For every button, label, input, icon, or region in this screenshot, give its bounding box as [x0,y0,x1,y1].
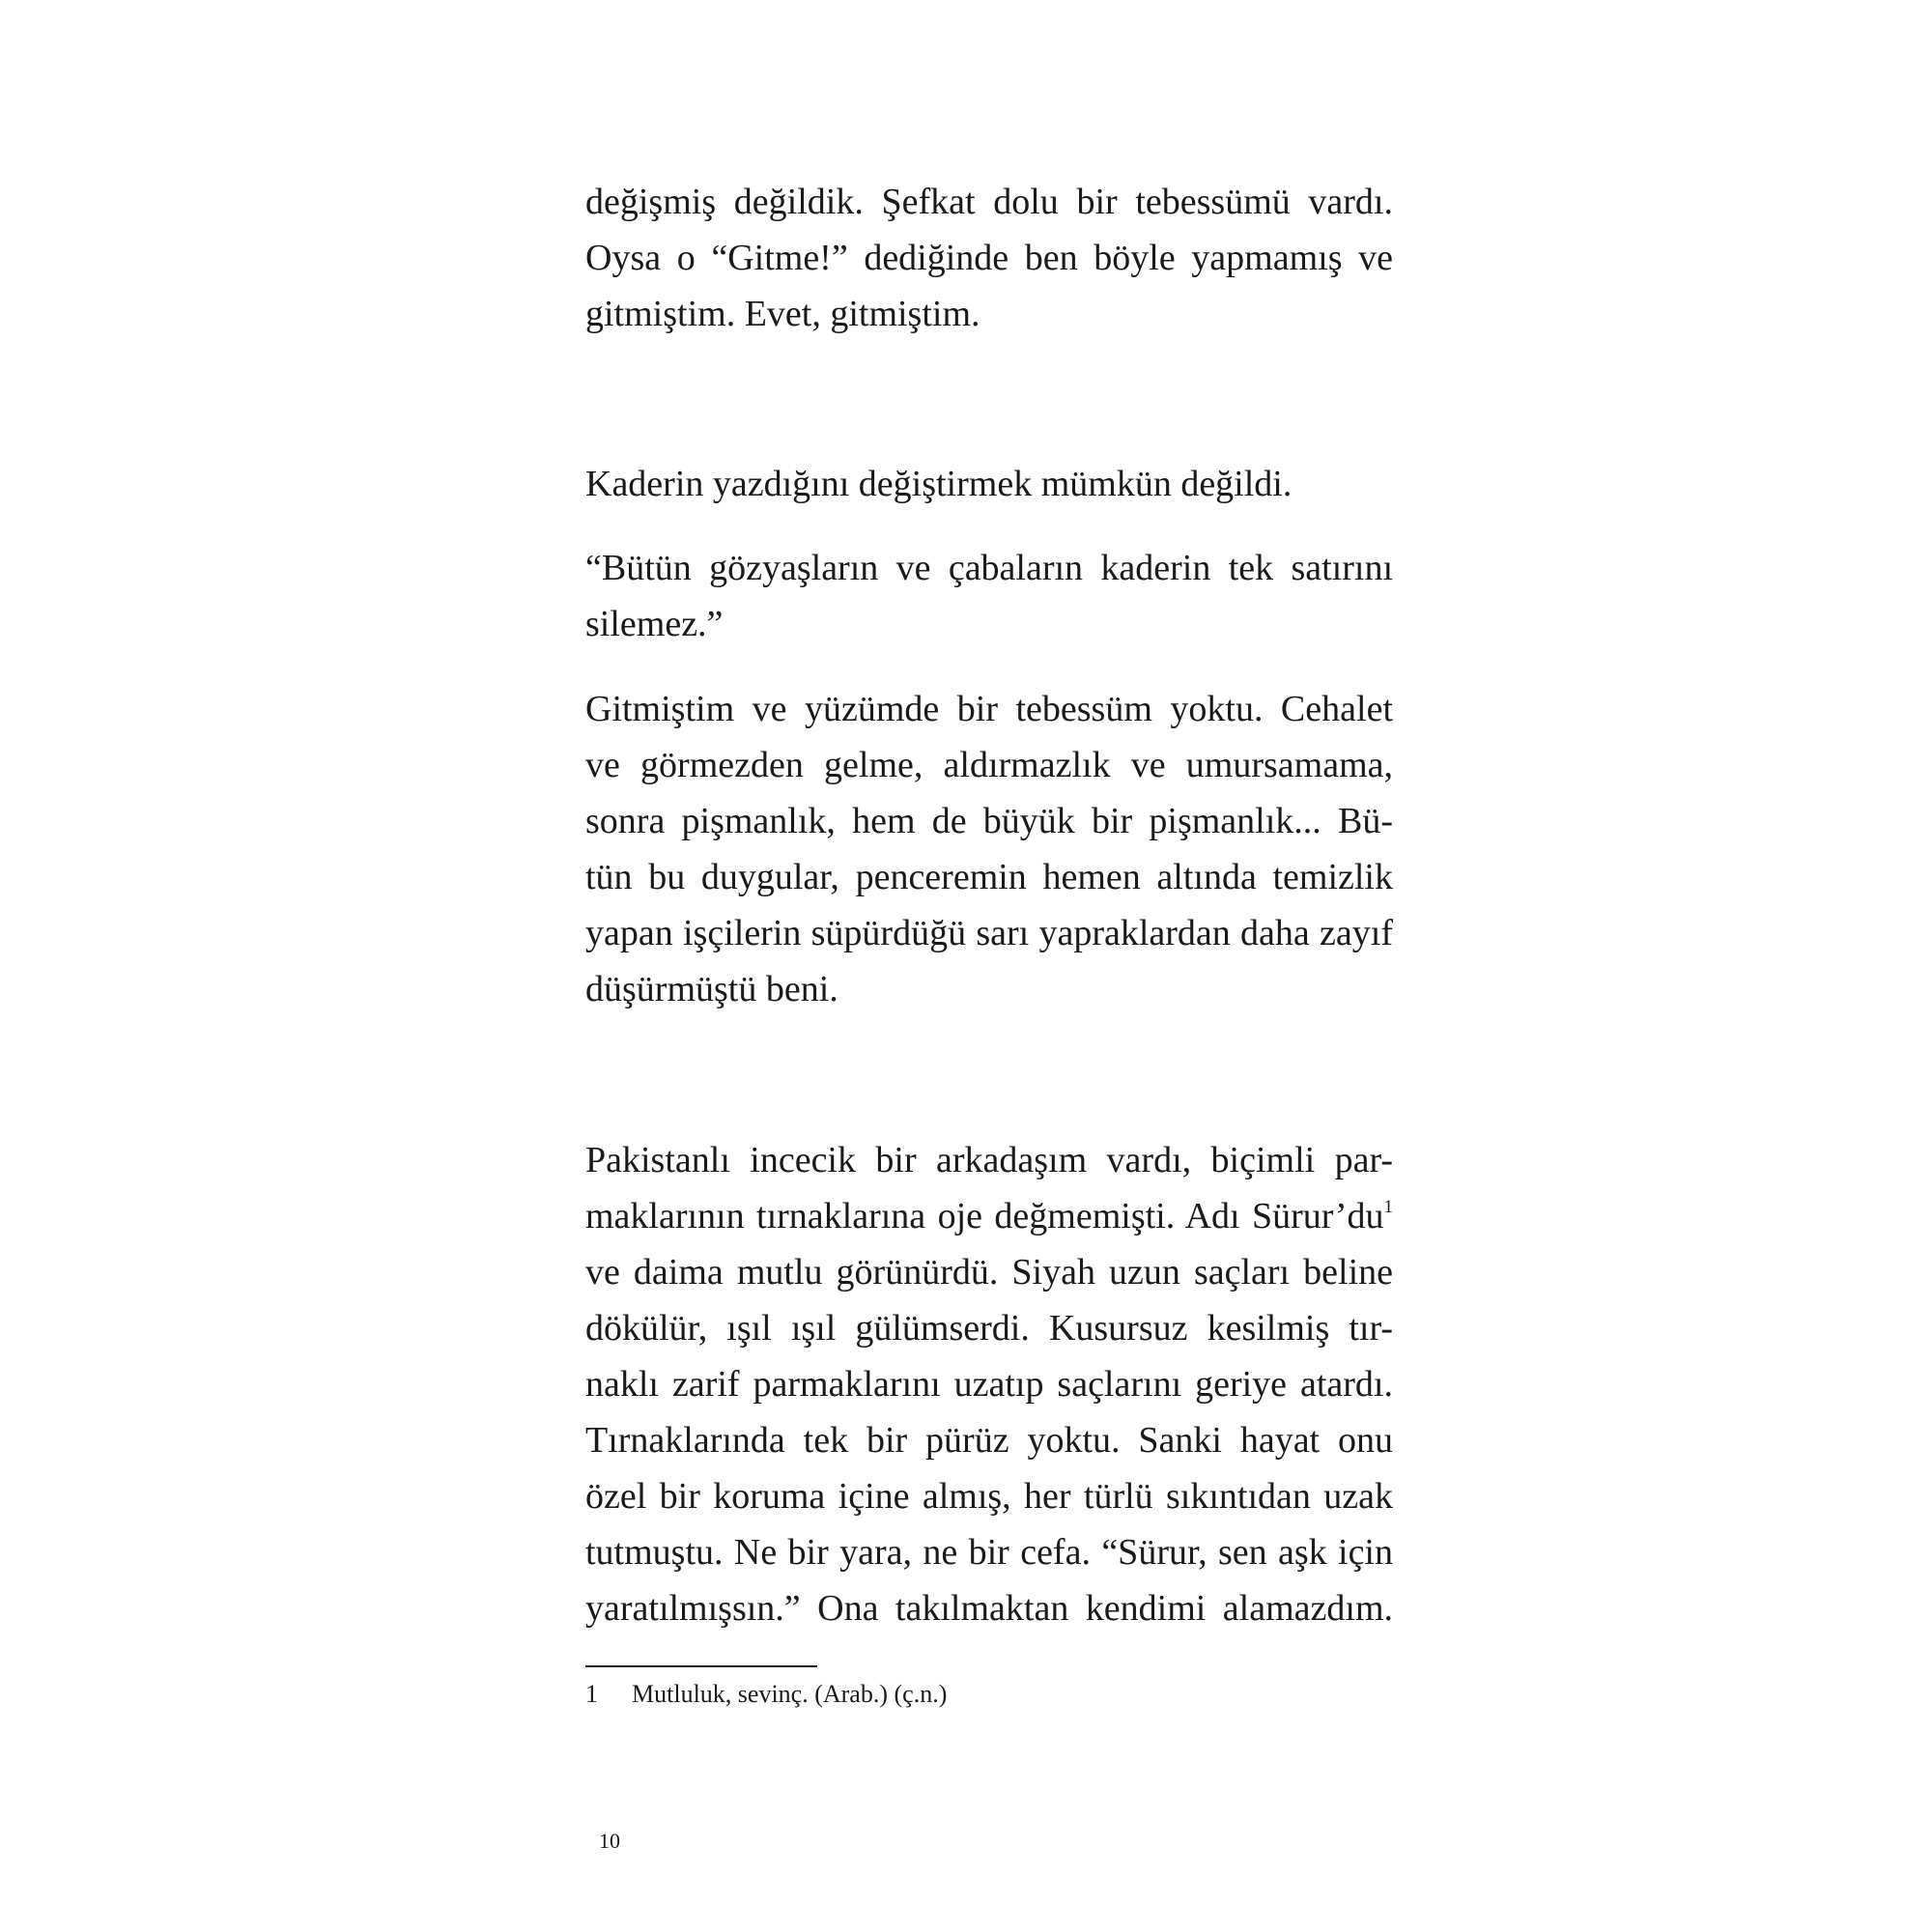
text-line: ve görmezden gelme, aldırmazlık ve umursamama, [585,745,1393,785]
text-line: ve daima mutlu görünürdü. Siyah uzun saçları beline [585,1252,1393,1293]
footnote-number: 1 [585,1680,598,1708]
text-line: yaratılmışsın.” Ona takılmaktan kendimi alamazdım. [585,1588,1393,1629]
text-line: naklı zarif parmaklarını uzatıp saçlarını geriye atardı. [585,1364,1393,1405]
text-line: özel bir koruma içine almış, her türlü sıkıntıdan uzak [585,1476,1393,1517]
text-line: Oysa o “Gitme!” dediğinde ben böyle yapmamış ve [585,238,1393,278]
paragraph-5 [585,1132,1393,1636]
text-line: sonra pişmanlık, hem de büyük bir pişmanlık... Bü- [585,801,1393,841]
paragraph-1 [585,174,1393,342]
paragraph-2 [585,456,1393,512]
text-line: Kaderin yazdığını değiştirmek mümkün değildi. [585,464,1293,504]
text-line: silemez.” [585,604,724,644]
text-line: değişmiş değildik. Şefkat dolu bir tebessümü vardı. [585,182,1393,222]
text-line: maklarının tırnaklarına oje değmemişti. Adı Sürur’du [585,1196,1384,1236]
footnote-text: Mutluluk, sevinç. (Arab.) (ç.n.) [632,1680,948,1708]
text-line: düşürmüştü beni. [585,969,838,1009]
footnote-marker[interactable]: 1 [1383,1197,1393,1217]
footnote [585,1677,947,1712]
paragraph-4 [585,681,1393,1017]
text-line: Gitmiştim ve yüzümde bir tebessüm yoktu. Cehalet [585,689,1393,729]
text-line: Pakistanlı incecik bir arkadaşım vardı, biçimli par- [585,1140,1393,1180]
text-line: dökülür, ışıl ışıl gülümserdi. Kusursuz kesilmiş tır- [585,1308,1393,1349]
text-line: tutmuştu. Ne bir yara, ne bir cefa. “Sürur, sen aşk için [585,1532,1393,1573]
footnote-divider [585,1665,817,1667]
page-number: 10 [599,1829,620,1853]
text-line: tün bu duygular, penceremin hemen altında temizlik [585,857,1393,897]
text-line: “Bütün gözyaşların ve çabaların kaderin tek satırını [585,548,1393,588]
text-line: yapan işçilerin süpürdüğü sarı yapraklardan daha zayıf [585,913,1393,953]
text-line: Tırnaklarında tek bir pürüz yoktu. Sanki hayat onu [585,1420,1393,1461]
text-line: gitmiştim. Evet, gitmiştim. [585,294,980,334]
paragraph-3 [585,540,1393,652]
text-line-with-footnote [585,1188,1393,1244]
